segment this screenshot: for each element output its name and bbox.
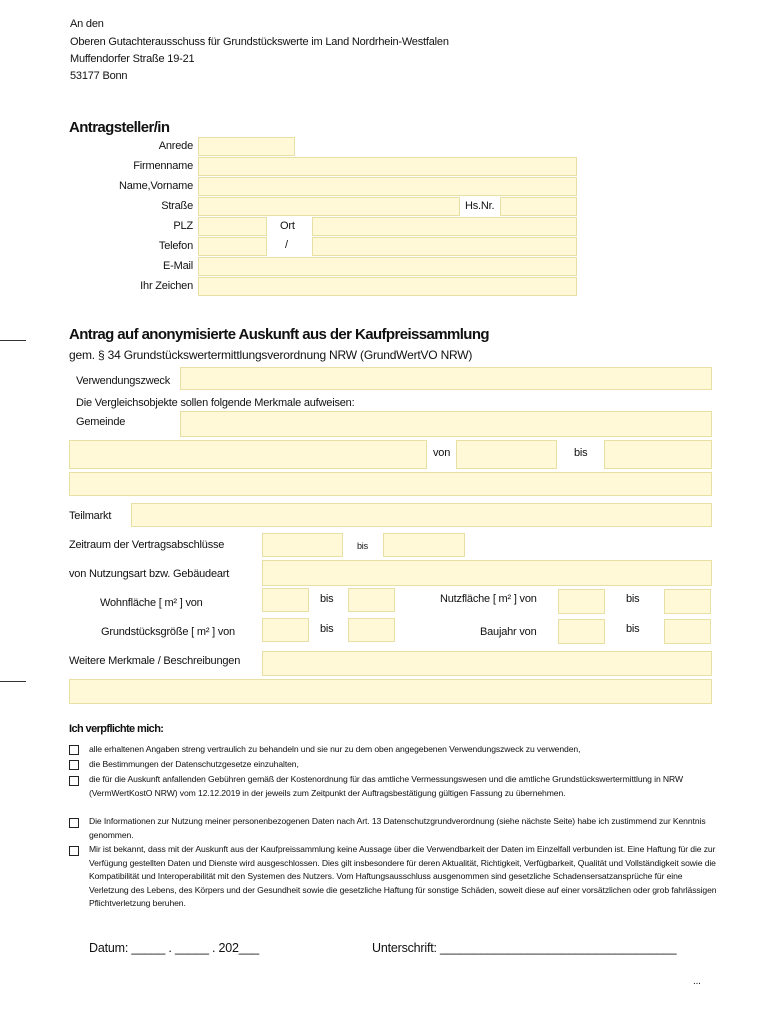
gemeinde-von-label: von xyxy=(433,447,451,459)
obligations-heading: Ich verpflichte mich: xyxy=(69,723,164,735)
ort-label: Ort xyxy=(280,220,295,232)
obligation-2-checkbox[interactable] xyxy=(69,760,79,770)
fold-mark-top xyxy=(0,340,26,341)
zeitraum-label: Zeitraum der Vertragsabschlüsse xyxy=(69,539,225,551)
weitere-extra-field[interactable] xyxy=(69,679,712,704)
verwendungszweck-field[interactable] xyxy=(180,367,712,390)
teilmarkt-field[interactable] xyxy=(131,503,712,527)
address-line-4: 53177 Bonn xyxy=(70,70,128,82)
weitere-field[interactable] xyxy=(262,651,712,676)
additional-area-field[interactable] xyxy=(69,472,712,496)
gemeinde-von-field[interactable] xyxy=(456,440,557,469)
anrede-field[interactable] xyxy=(198,137,295,156)
telefon-separator: / xyxy=(285,239,288,251)
address-line-2: Oberen Gutachterausschuss für Grundstückswerte im Land Nordrhein-Westfalen xyxy=(70,36,449,48)
zeichen-label: Ihr Zeichen xyxy=(140,280,193,292)
grundstueck-bis-label: bis xyxy=(320,623,334,635)
obligation-3-text: die für die Auskunft anfallenden Gebühren gemäß der Kostenordnung für das amtliche Vermessungswesen und die amtliche Grundstückswertermittlung in NRW (VermWertKostO NRW) vom 12.12.2019 in der jeweils zum Zeitpunkt der Auftragsbestätigung gültigen Fassung zu übernehmen. xyxy=(89,774,683,798)
obligation-5-text: Mir ist bekannt, dass mit der Auskunft aus der Kaufpreissammlung keine Aussage über die Verwendbarkeit der Daten im Einzelfall verbunden ist. Eine Haftung für die zur Verfügung gestellten Daten und Dienste wird ausgeschlossen. Dies gilt insbesondere für deren Aktualität, Richtigkeit, Verfügbarkeit, Qualität und Vollständigkeit sowie die Kompatibilität und Interoperabilität mit den Systemen des Nutzers. Vom Haftungsausschluss ausgenommen sind gesetzliche Schadensersatzansprüche für eine Verletzung des Lebens, des Körpers und der Gesundheit sowie die gesetzliche Haftung für sonstige Schäden, soweit diese auf einer vorsätzlichen oder grob fahrlässigen Pflichtverletzung beruhen. xyxy=(89,844,717,909)
zeitraum-bis-label: bis xyxy=(357,541,368,551)
firmenname-label: Firmenname xyxy=(133,160,193,172)
anrede-label: Anrede xyxy=(158,140,193,152)
wohnflaeche-von-field[interactable] xyxy=(262,588,309,612)
nutzungsart-label: von Nutzungsart bzw. Gebäudeart xyxy=(69,568,230,580)
plz-label: PLZ xyxy=(173,220,193,232)
nutzflaeche-von-field[interactable] xyxy=(558,589,605,614)
gemeinde-field[interactable] xyxy=(180,411,712,437)
unterschrift-line: Unterschrift: ___________________________________ xyxy=(372,941,677,955)
name-label: Name,Vorname xyxy=(118,180,193,192)
obligation-4-checkbox[interactable] xyxy=(69,818,79,828)
telefon-prefix-field[interactable] xyxy=(198,237,267,256)
grundstueck-von-field[interactable] xyxy=(262,618,309,642)
verwendungszweck-label: Verwendungszweck xyxy=(76,375,171,387)
obligation-1-checkbox[interactable] xyxy=(69,745,79,755)
strasse-field[interactable] xyxy=(198,197,460,216)
obligation-5-checkbox[interactable] xyxy=(69,846,79,856)
nutzflaeche-bis-field[interactable] xyxy=(664,589,711,614)
baujahr-label: Baujahr von xyxy=(480,626,537,638)
ort-field[interactable] xyxy=(312,217,577,236)
hsnr-label: Hs.Nr. xyxy=(465,200,495,212)
nutzungsart-field[interactable] xyxy=(262,560,712,586)
obligation-2-text: die Bestimmungen der Datenschutzgesetze einzuhalten, xyxy=(89,759,299,769)
zeitraum-bis-field[interactable] xyxy=(383,533,465,557)
wohnflaeche-label: Wohnfläche [ m² ] von xyxy=(100,597,203,609)
plz-field[interactable] xyxy=(198,217,267,236)
obligation-4-text: Die Informationen zur Nutzung meiner personenbezogenen Daten nach Art. 13 Datenschutzgrundverordnung (siehe nächste Seite) habe ich zustimmend zur Kenntnis genommen. xyxy=(89,816,706,840)
telefon-label: Telefon xyxy=(158,240,193,252)
obligation-1-text: alle erhaltenen Angaben streng vertraulich zu behandeln und sie nur zu dem oben angegebenen Verwendungszweck zu verwenden, xyxy=(89,744,581,754)
baujahr-bis-field[interactable] xyxy=(664,619,711,644)
zeitraum-von-field[interactable] xyxy=(262,533,343,557)
address-line-3: Muffendorfer Straße 19-21 xyxy=(70,53,195,65)
hsnr-field[interactable] xyxy=(500,197,577,216)
obligation-3-checkbox[interactable] xyxy=(69,776,79,786)
firmenname-field[interactable] xyxy=(198,157,577,176)
applicant-heading: Antragsteller/in xyxy=(69,119,170,136)
strasse-label: Straße xyxy=(161,200,193,212)
datum-line: Datum: _____ . _____ . 202___ xyxy=(89,941,260,955)
telefon-number-field[interactable] xyxy=(312,237,577,256)
wohnflaeche-bis-field[interactable] xyxy=(348,588,395,612)
nutzflaeche-bis-label: bis xyxy=(626,593,640,605)
grundstueck-label: Grundstücksgröße [ m² ] von xyxy=(101,626,235,638)
gemeinde-detail-field[interactable] xyxy=(69,440,427,469)
merkmale-intro: Die Vergleichsobjekte sollen folgende Merkmale aufweisen: xyxy=(76,397,355,409)
gemeinde-bis-field[interactable] xyxy=(604,440,712,469)
teilmarkt-label: Teilmarkt xyxy=(69,510,112,522)
baujahr-von-field[interactable] xyxy=(558,619,605,644)
nutzflaeche-label: Nutzfläche [ m² ] von xyxy=(440,593,537,605)
grundstueck-bis-field[interactable] xyxy=(348,618,395,642)
email-label: E-Mail xyxy=(163,260,193,272)
request-heading: Antrag auf anonymisierte Auskunft aus der Kaufpreissammlung xyxy=(69,326,489,343)
continued-marker: ... xyxy=(693,976,701,987)
gemeinde-label: Gemeinde xyxy=(76,416,126,428)
name-field[interactable] xyxy=(198,177,577,196)
weitere-label: Weitere Merkmale / Beschreibungen xyxy=(69,655,241,667)
baujahr-bis-label: bis xyxy=(626,623,640,635)
email-field[interactable] xyxy=(198,257,577,276)
zeichen-field[interactable] xyxy=(198,277,577,296)
wohnflaeche-bis-label: bis xyxy=(320,593,334,605)
address-line-1: An den xyxy=(70,18,104,30)
gemeinde-bis-label: bis xyxy=(574,447,588,459)
request-subheading: gem. § 34 Grundstückswertermittlungsverordnung NRW (GrundWertVO NRW) xyxy=(69,348,473,362)
fold-mark-middle xyxy=(0,681,26,682)
